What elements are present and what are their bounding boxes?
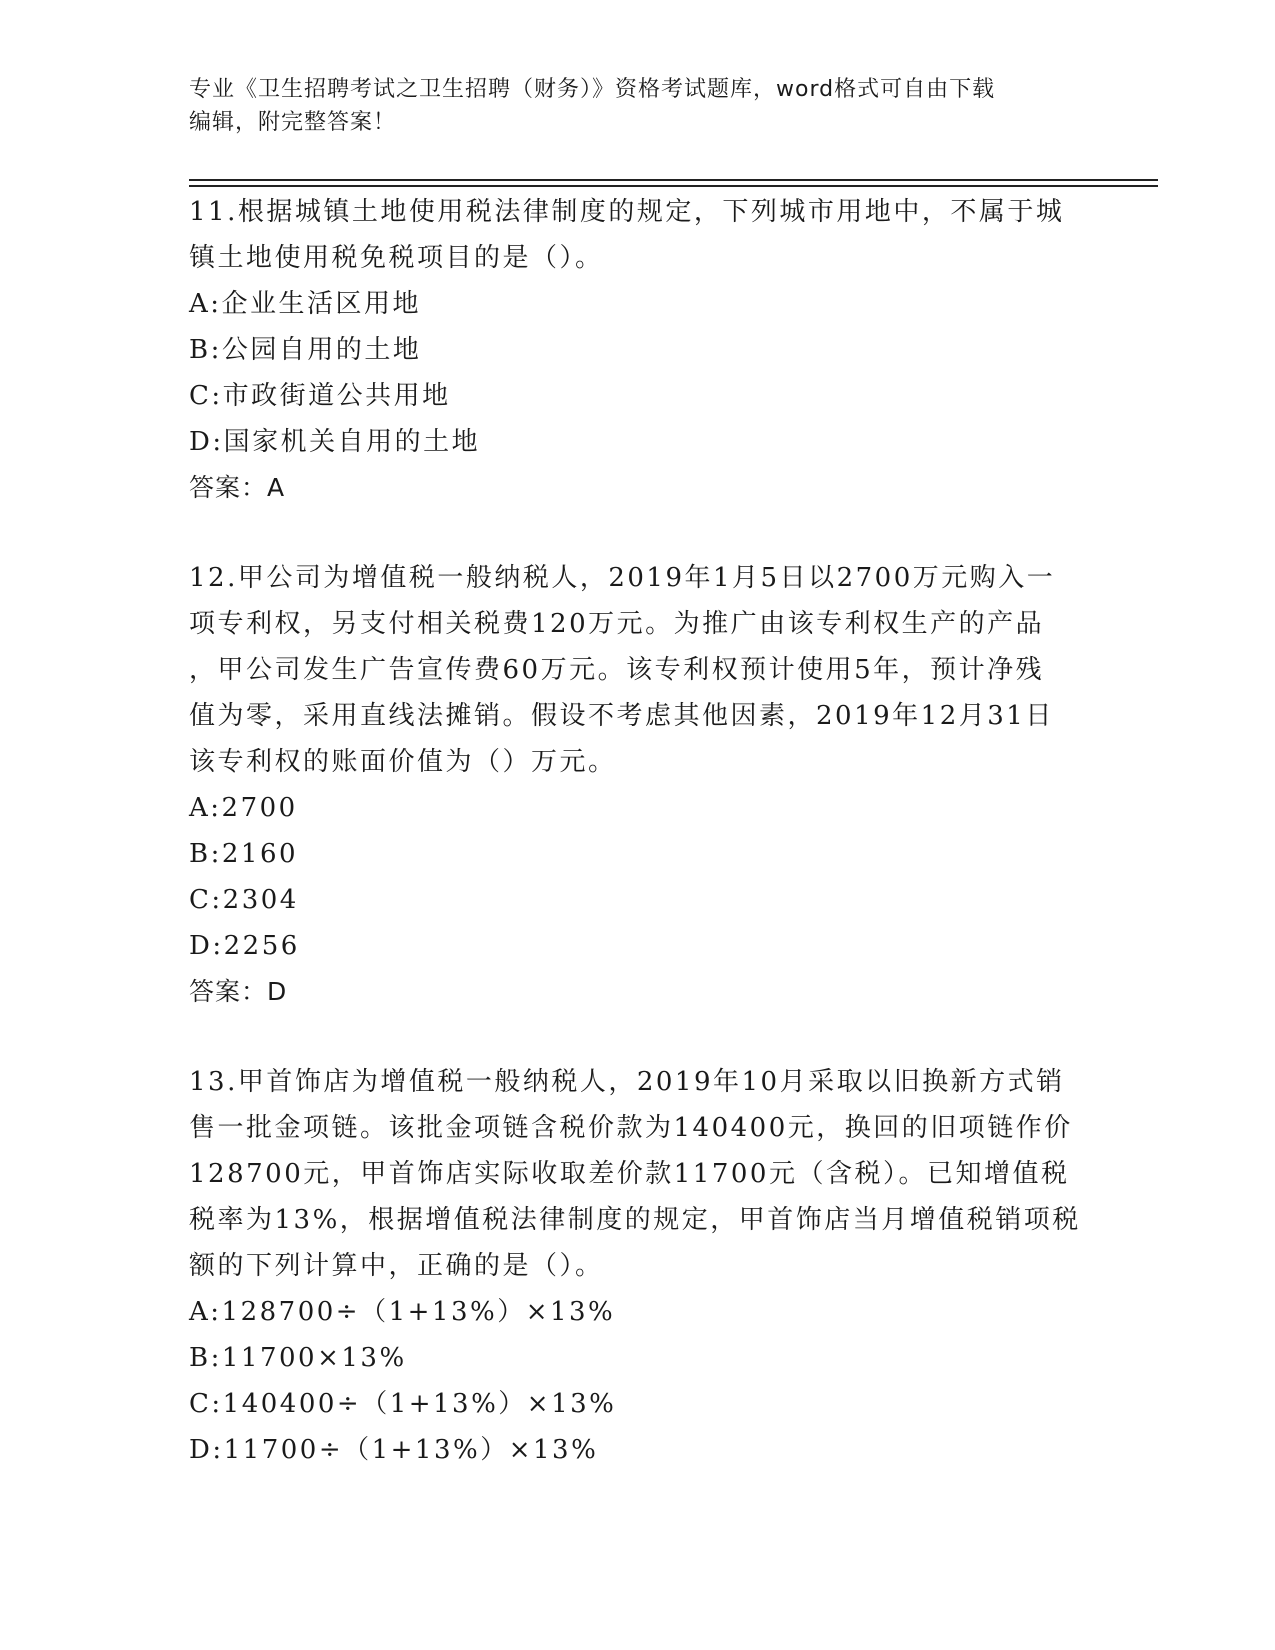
question-text-line: 128700元，甲首饰店实际收取差价款11700元（含税）。已知增值税	[189, 1159, 1070, 1189]
answer: 答案：D	[189, 977, 288, 1006]
option-b: B:11700×13%	[189, 1343, 407, 1373]
question-text-line: 额的下列计算中，正确的是（）。	[189, 1251, 604, 1281]
header-divider-top	[189, 179, 1158, 181]
question-text-line: 镇土地使用税免税项目的是（）。	[189, 243, 604, 273]
option-c: C:市政街道公共用地	[189, 381, 451, 411]
question-13	[189, 1059, 1099, 1473]
header-line-1: 专业《卫生招聘考试之卫生招聘（财务）》资格考试题库，word格式可自由下载	[189, 77, 996, 102]
option-b: B:2160	[189, 839, 299, 869]
question-12	[189, 555, 1099, 1015]
option-a: A:企业生活区用地	[189, 289, 422, 319]
question-text-line: 该专利权的账面价值为（）万元。	[189, 747, 617, 777]
answer: 答案：A	[189, 473, 286, 502]
option-d: D:11700÷（1+13%）×13%	[189, 1435, 599, 1465]
question-11	[189, 189, 1099, 511]
option-c: C:2304	[189, 885, 299, 915]
option-a: A:2700	[189, 793, 298, 823]
question-text-line: 12.甲公司为增值税一般纳税人，2019年1月5日以2700万元购入一	[189, 563, 1056, 593]
header-line-2: 编辑，附完整答案！	[189, 110, 397, 135]
option-c: C:140400÷（1+13%）×13%	[189, 1389, 617, 1419]
header-divider-bottom	[189, 185, 1158, 187]
option-d: D:国家机关自用的土地	[189, 427, 481, 457]
question-text-line: 售一批金项链。该批金项链含税价款为140400元，换回的旧项链作价	[189, 1113, 1073, 1143]
option-d: D:2256	[189, 931, 300, 961]
question-text-line: 项专利权，另支付相关税费120万元。为推广由该专利权生产的产品	[189, 609, 1045, 639]
option-a: A:128700÷（1+13%）×13%	[189, 1297, 616, 1327]
question-text-line: 13.甲首饰店为增值税一般纳税人，2019年10月采取以旧换新方式销	[189, 1067, 1065, 1097]
question-text-line: ，甲公司发生广告宣传费60万元。该专利权预计使用5年，预计净残	[189, 655, 1045, 685]
question-text-line: 税率为13%，根据增值税法律制度的规定，甲首饰店当月增值税销项税	[189, 1205, 1081, 1235]
document-header	[189, 73, 1089, 139]
question-text-line: 值为零，采用直线法摊销。假设不考虑其他因素，2019年12月31日	[189, 701, 1054, 731]
option-b: B:公园自用的土地	[189, 335, 422, 365]
question-text-line: 11.根据城镇土地使用税法律制度的规定，下列城市用地中，不属于城	[189, 197, 1065, 227]
